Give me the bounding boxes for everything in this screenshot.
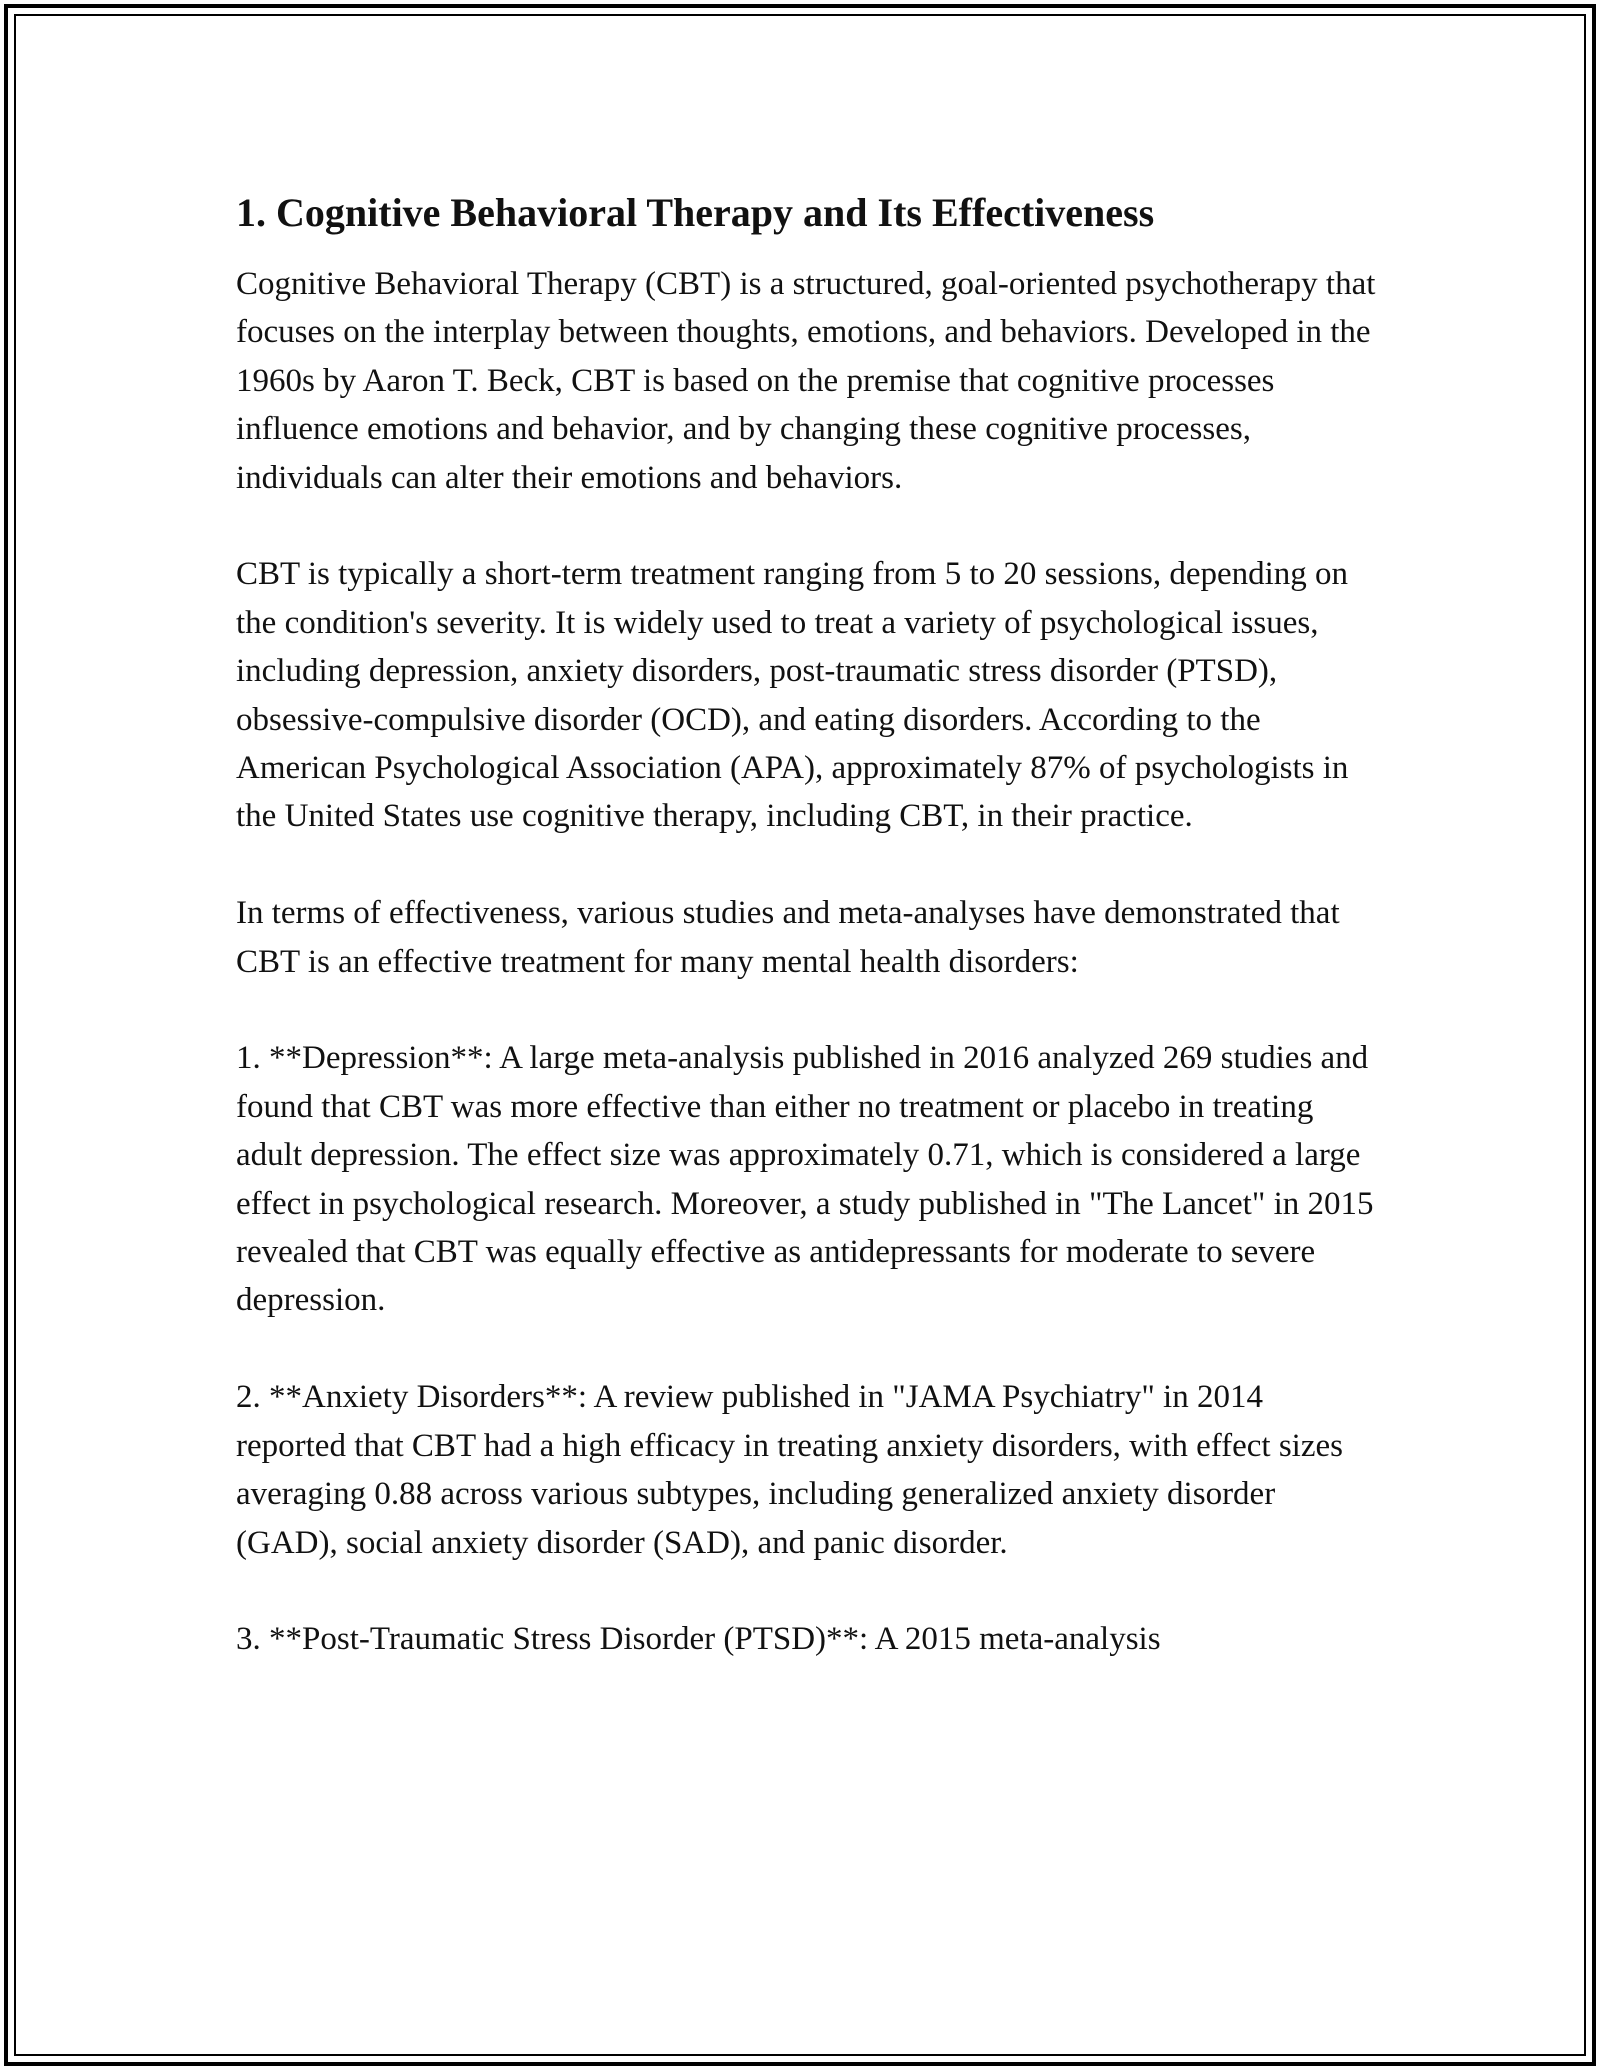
list-item-anxiety: 2. **Anxiety Disorders**: A review published in "JAMA Psychiatry" in 2014 reported that CBT had a high efficacy in treating anxiety disorders, with effect sizes averaging 0.88 across various subtypes, including generalized anxiety disorder (GAD), social anxiety disorder (SAD), and panic disorder.: [236, 1379, 1343, 1561]
list-item-ptsd: 3. **Post-Traumatic Stress Disorder (PTSD)**: A 2015 meta-analysis: [236, 1621, 1161, 1658]
paragraph-cbt-usage: CBT is typically a short-term treatment ranging from 5 to 20 sessions, depending on the condition's severity. It is widely used to treat a variety of psychological issues, including depression, anxiety disorders, post-traumatic stress disorder (PTSD), obsessive-compulsive disorder (OCD), and eating disorders. According to the American Psychological Association (APA), approximately 87% of psychologists in the United States use cognitive therapy, including CBT, in their practice.: [236, 556, 1349, 835]
list-item-depression: 1. **Depression**: A large meta-analysis published in 2016 analyzed 269 studies and found that CBT was more effective than either no treatment or placebo in treating adult depression. The effect size was approximately 0.71, which is considered a large effect in psychological research. Moreover, a study published in "The Lancet" in 2015 revealed that CBT was equally effective as antidepressants for moderate to severe depression.: [236, 1040, 1374, 1319]
section-heading: 1. Cognitive Behavioral Therapy and Its Effectiveness: [236, 190, 1155, 235]
paragraph-effectiveness-intro: In terms of effectiveness, various studies and meta-analyses have demonstrated that CBT is an effective treatment for many mental health disorders:: [236, 895, 1340, 980]
paragraph-cbt-definition: Cognitive Behavioral Therapy (CBT) is a structured, goal-oriented psychotherapy that focuses on the interplay between thoughts, emotions, and behaviors. Developed in the 1960s by Aaron T. Beck, CBT is based on the premise that cognitive processes influence emotions and behavior, and by changing these cognitive processes, individuals can alter their emotions and behaviors.: [236, 266, 1376, 496]
document-body: [236, 186, 1376, 1712]
